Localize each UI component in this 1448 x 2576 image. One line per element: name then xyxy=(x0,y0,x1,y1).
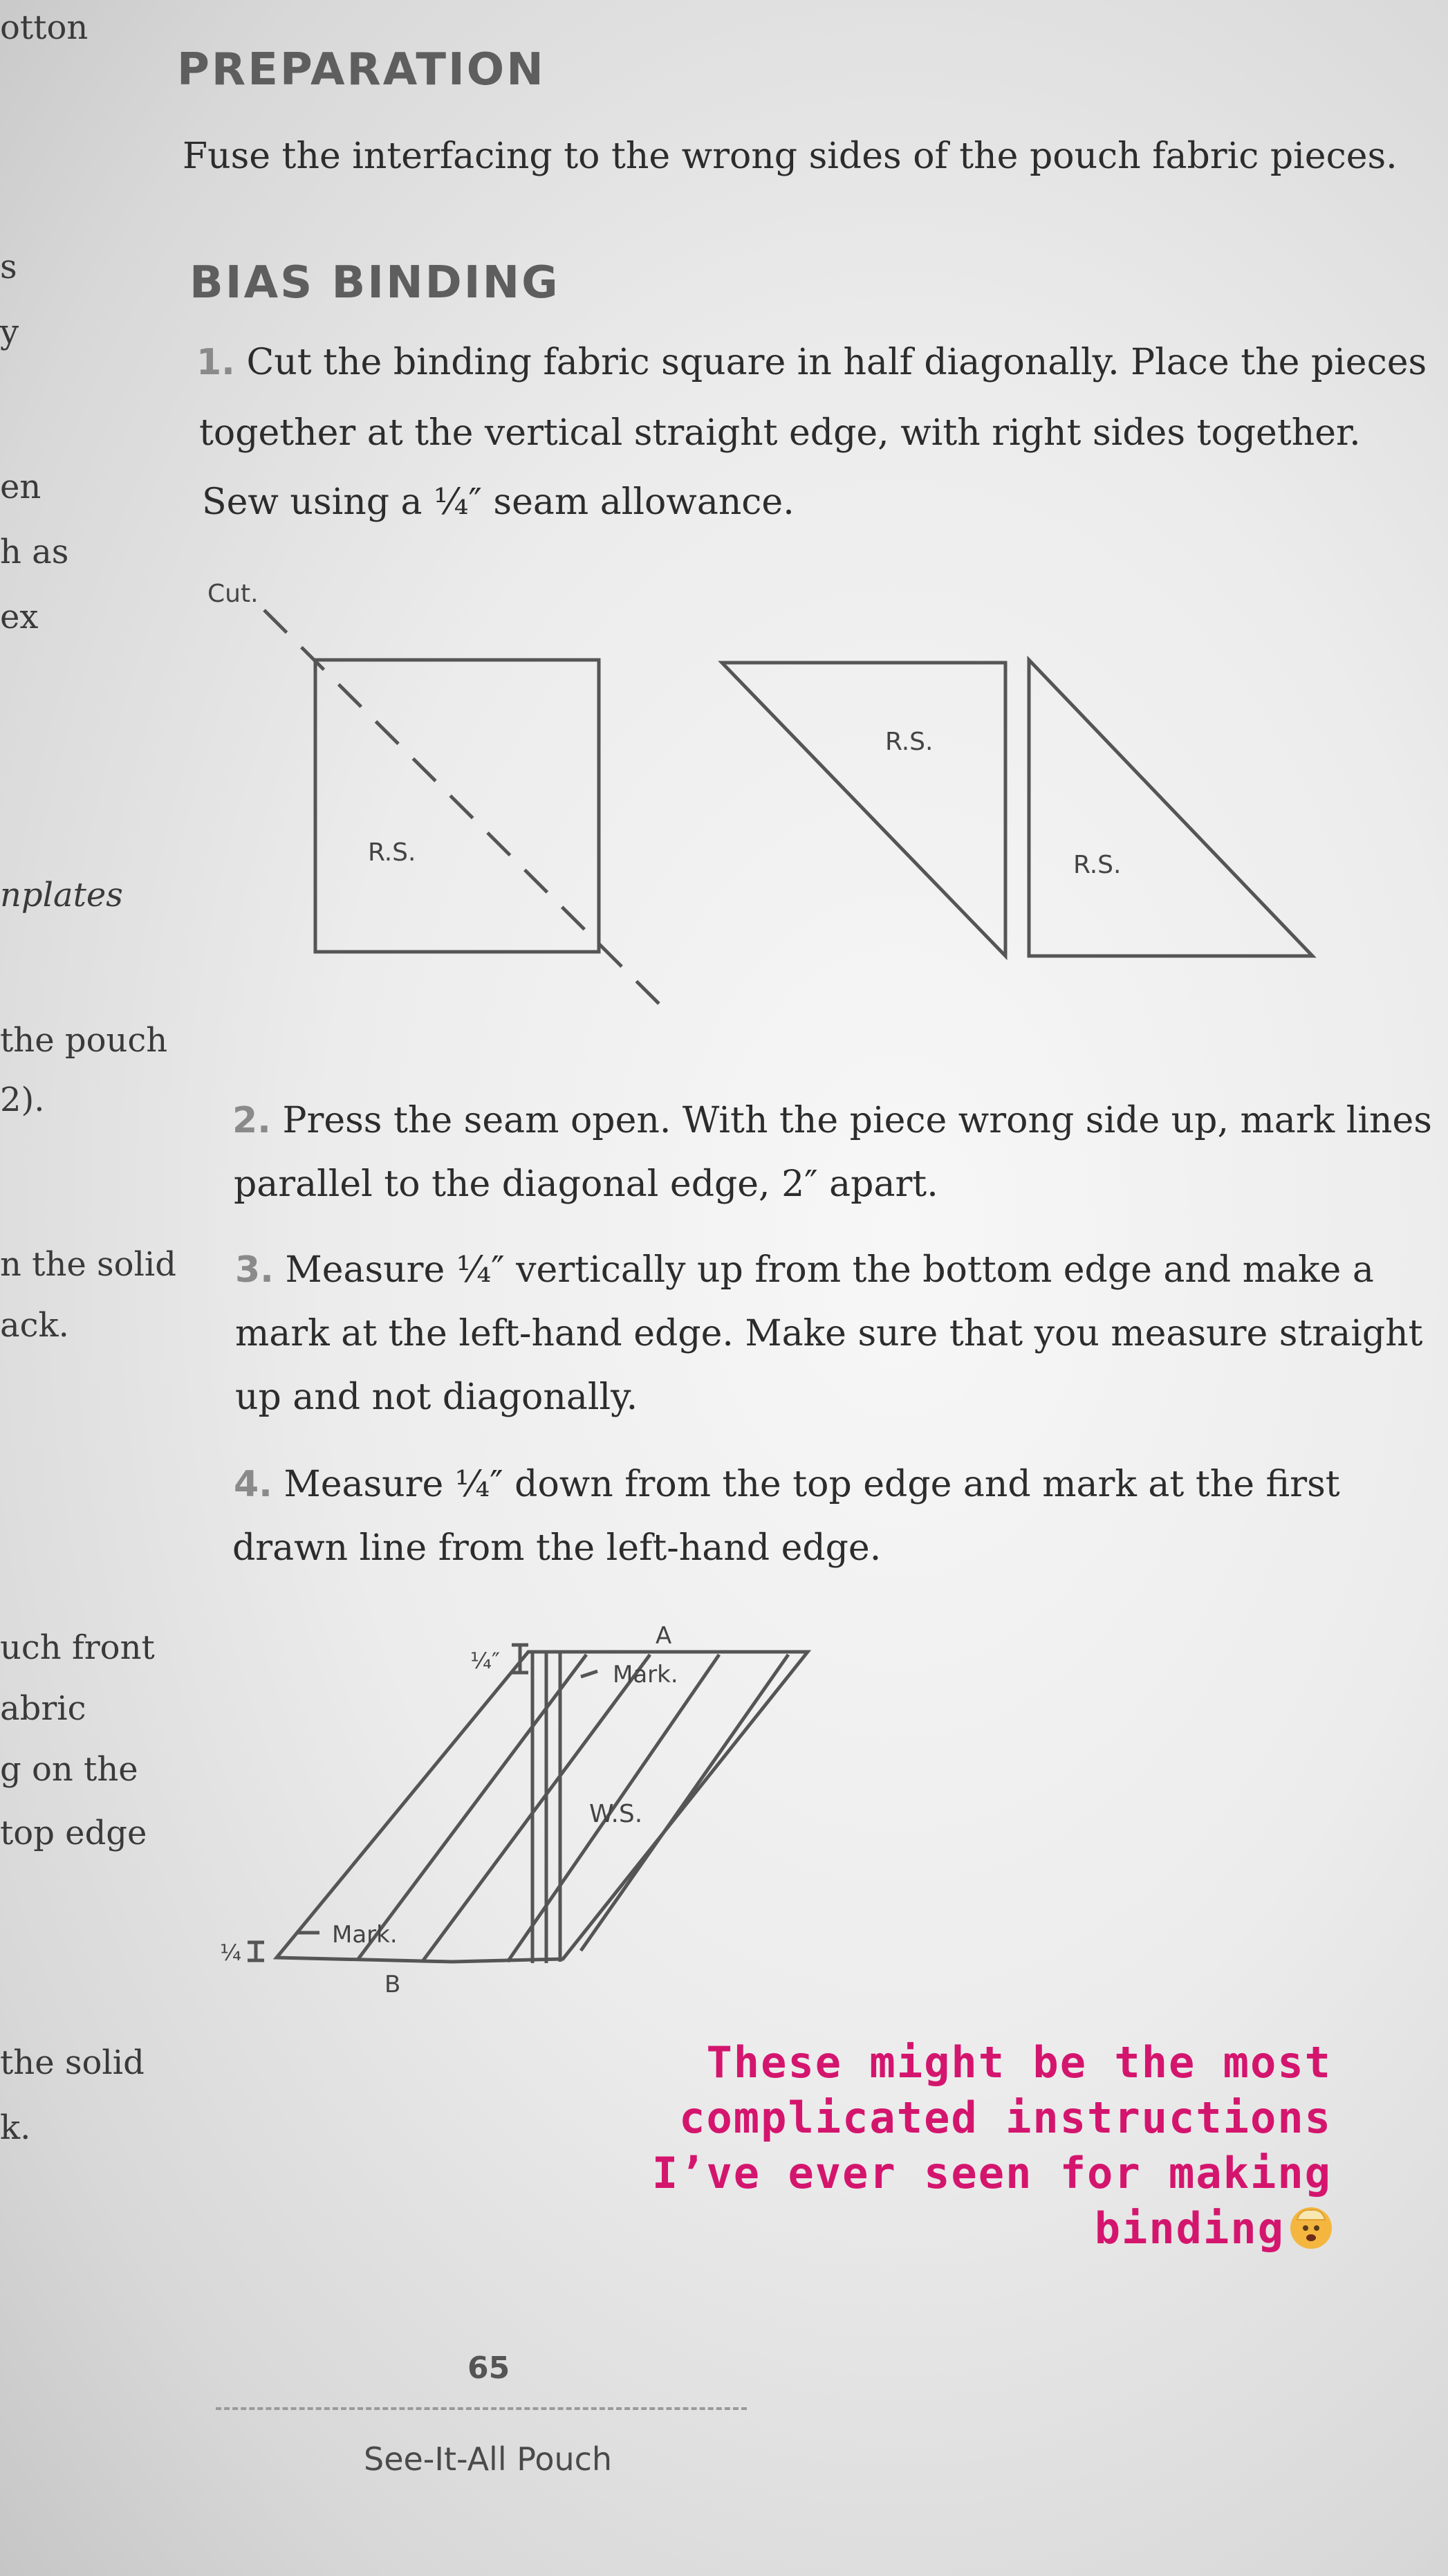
step-text: Cut the binding fabric square in half diagonally. Place the pieces xyxy=(246,342,1427,383)
margin-fragment: g on the xyxy=(0,1750,138,1789)
mark-tick xyxy=(581,1671,597,1677)
mark-bottom-label: Mark. xyxy=(332,1921,398,1949)
bottom-measure-label: ¼ xyxy=(220,1940,242,1966)
step-line xyxy=(234,1464,1340,1505)
margin-fragment: y xyxy=(0,313,19,351)
footer-book-title: See-It-All Pouch xyxy=(364,2440,613,2478)
mark-top-label: Mark. xyxy=(613,1661,678,1689)
overlay-line: I’ve ever seen for making xyxy=(651,2148,1332,2198)
triangle-2-rs-label: R.S. xyxy=(1073,851,1122,879)
margin-fragment: uch front xyxy=(0,1628,155,1667)
margin-fragment: the pouch xyxy=(0,1021,168,1060)
top-measure-label: ¼″ xyxy=(470,1648,500,1674)
binding-parallelogram xyxy=(277,1652,808,1962)
step-text: Measure ¼″ vertically up from the bottom edge and make a xyxy=(285,1249,1374,1291)
page-number: 65 xyxy=(467,2350,510,2386)
label-a: A xyxy=(656,1622,672,1650)
step-number: 4. xyxy=(234,1464,272,1505)
triangle-1-rs-label: R.S. xyxy=(885,728,934,756)
label-b: B xyxy=(384,1971,401,1998)
step-number: 2. xyxy=(232,1100,271,1141)
margin-fragment: n the solid xyxy=(0,1245,176,1284)
exploding-head-emoji-icon xyxy=(1290,2207,1332,2249)
step-line: Sew using a ¼″ seam allowance. xyxy=(202,481,795,523)
overlay-caption xyxy=(652,2035,1332,2256)
square-rs-label: R.S. xyxy=(368,838,416,867)
step-line: together at the vertical straight edge, with right sides together. xyxy=(199,412,1361,454)
overlay-line: complicated instructions xyxy=(679,2092,1332,2143)
preparation-heading: PREPARATION xyxy=(177,44,546,95)
ws-label: W.S. xyxy=(589,1800,643,1828)
overlay-line-last xyxy=(652,2201,1332,2256)
step-line xyxy=(235,1249,1374,1291)
margin-fragment: otton xyxy=(0,8,89,47)
figure-marking-diagram xyxy=(207,1605,830,2020)
margin-fragment: nplates xyxy=(0,876,123,914)
overlay-line: binding xyxy=(1094,2203,1285,2254)
step-number: 1. xyxy=(196,342,235,383)
margin-fragment: h as xyxy=(0,533,69,571)
cut-label: Cut. xyxy=(207,580,259,608)
overlay-line: These might be the most xyxy=(706,2037,1332,2088)
step-line: parallel to the diagonal edge, 2″ apart. xyxy=(234,1163,938,1205)
step-line xyxy=(196,342,1427,383)
margin-fragment: s xyxy=(0,248,17,286)
cut-line xyxy=(264,610,664,1009)
drawn-line xyxy=(358,1655,586,1959)
step-number: 3. xyxy=(235,1249,274,1291)
margin-fragment: the solid xyxy=(0,2043,145,2082)
margin-fragment: en xyxy=(0,468,41,506)
footer-divider xyxy=(216,2407,747,2410)
margin-fragment: 2). xyxy=(0,1080,45,1119)
step-text: Press the seam open. With the piece wrong side up, mark lines xyxy=(282,1100,1432,1141)
bias-binding-heading: BIAS BINDING xyxy=(189,257,560,309)
margin-fragment: top edge xyxy=(0,1814,147,1852)
margin-fragment: ex xyxy=(0,598,39,636)
preparation-text: Fuse the interfacing to the wrong sides of the pouch fabric pieces. xyxy=(183,136,1398,177)
step-line: mark at the left-hand edge. Make sure that you measure straight xyxy=(235,1313,1423,1354)
margin-fragment: ack. xyxy=(0,1306,69,1345)
step-line: up and not diagonally. xyxy=(235,1377,638,1418)
margin-fragment: k. xyxy=(0,2108,31,2147)
triangle-piece-2 xyxy=(1029,660,1312,956)
step-line: drawn line from the left-hand edge. xyxy=(232,1527,882,1569)
figure-cut-square-diagram xyxy=(194,574,1342,1024)
step-line xyxy=(232,1100,1432,1141)
triangle-piece-1 xyxy=(722,663,1005,956)
step-text: Measure ¼″ down from the top edge and mark at the first xyxy=(284,1464,1340,1505)
margin-fragment: abric xyxy=(0,1689,86,1728)
